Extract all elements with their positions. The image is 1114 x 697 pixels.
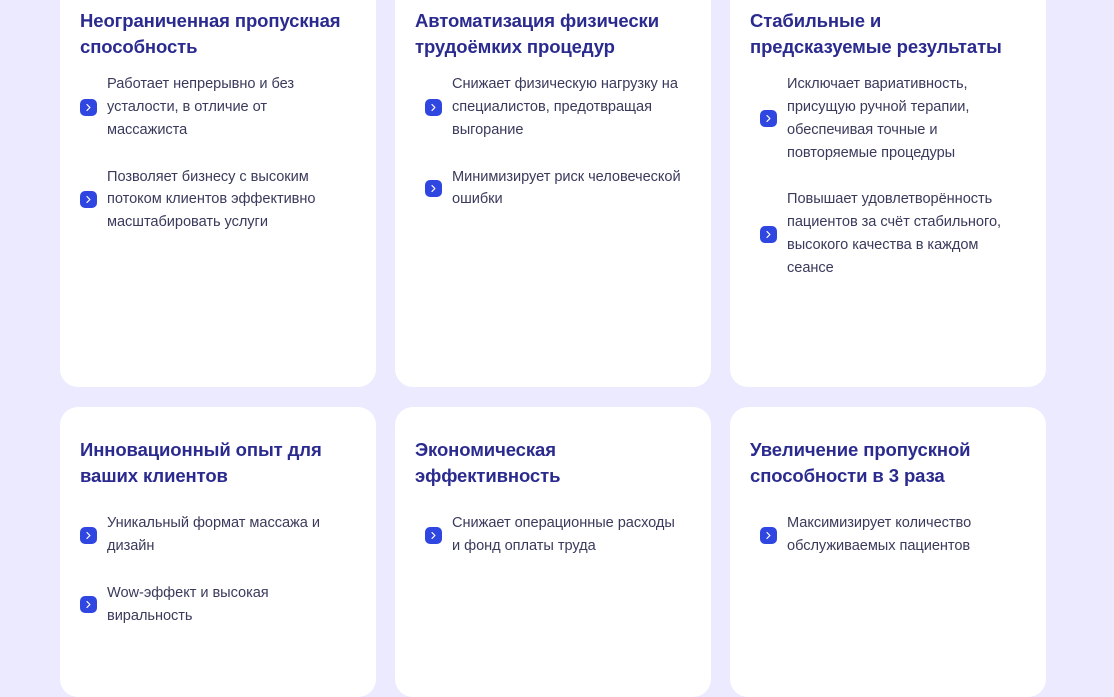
list-item <box>80 73 346 141</box>
card-title: Экономическая эффективность <box>415 439 561 486</box>
card-title: Стабильные и предсказуемые результаты <box>750 10 1002 57</box>
bullet-list <box>750 512 1016 558</box>
chevron-right-icon <box>425 99 442 116</box>
list-item-text: Работает непрерывно и без усталости, в отличие от массажиста <box>107 76 295 138</box>
list-item <box>760 188 1016 279</box>
card-title: Инновационный опыт для ваших клиентов <box>80 439 322 486</box>
chevron-right-icon <box>80 191 97 208</box>
chevron-right-icon <box>760 527 777 544</box>
card-title: Увеличение пропускной способности в 3 раза <box>750 439 971 486</box>
list-item <box>80 512 346 558</box>
bullet-list <box>415 73 681 211</box>
card-title: Неограниченная пропускная способность <box>80 10 341 57</box>
chevron-right-icon <box>425 527 442 544</box>
list-item-text: Уникальный формат массажа и дизайн <box>107 515 320 555</box>
benefit-card <box>730 407 1046 697</box>
chevron-right-icon <box>425 180 442 197</box>
benefit-card <box>730 0 1046 387</box>
list-item <box>425 512 681 558</box>
chevron-right-icon <box>80 99 97 116</box>
benefit-card <box>395 0 711 387</box>
list-item <box>80 166 346 234</box>
chevron-right-icon <box>80 527 97 544</box>
list-item <box>80 582 346 628</box>
bullet-list <box>415 512 681 558</box>
benefit-card <box>395 407 711 697</box>
bullet-list <box>80 73 346 234</box>
bullet-list <box>750 73 1016 279</box>
list-item <box>425 166 681 212</box>
list-item-text: Минимизирует риск человеческой ошибки <box>452 168 681 208</box>
list-item-text: Повышает удовлетворённость пациентов за счёт стабильного, высокого качества в каждом сеансе <box>787 191 1002 276</box>
card-title: Автоматизация физически трудоёмких процедур <box>415 10 659 57</box>
list-item <box>760 73 1016 164</box>
list-item-text: Позволяет бизнесу с высоким потоком клиентов эффективно масштабировать услуги <box>107 168 316 231</box>
chevron-right-icon <box>760 226 777 243</box>
benefit-card <box>60 407 376 697</box>
list-item <box>760 512 1016 558</box>
benefit-card <box>60 0 376 387</box>
chevron-right-icon <box>760 110 777 127</box>
list-item-text: Исключает вариативность, присущую ручной терапии, обеспечивая точные и повторяемые процедуры <box>787 76 970 161</box>
list-item-text: Максимизирует количество обслуживаемых пациентов <box>787 515 972 555</box>
chevron-right-icon <box>80 596 97 613</box>
list-item <box>425 73 681 141</box>
list-item-text: Wow-эффект и высокая виральность <box>107 584 269 624</box>
list-item-text: Снижает операционные расходы и фонд оплаты труда <box>452 515 675 555</box>
bullet-list <box>80 512 346 627</box>
list-item-text: Снижает физическую нагрузку на специалистов, предотвращая выгорание <box>452 76 678 138</box>
